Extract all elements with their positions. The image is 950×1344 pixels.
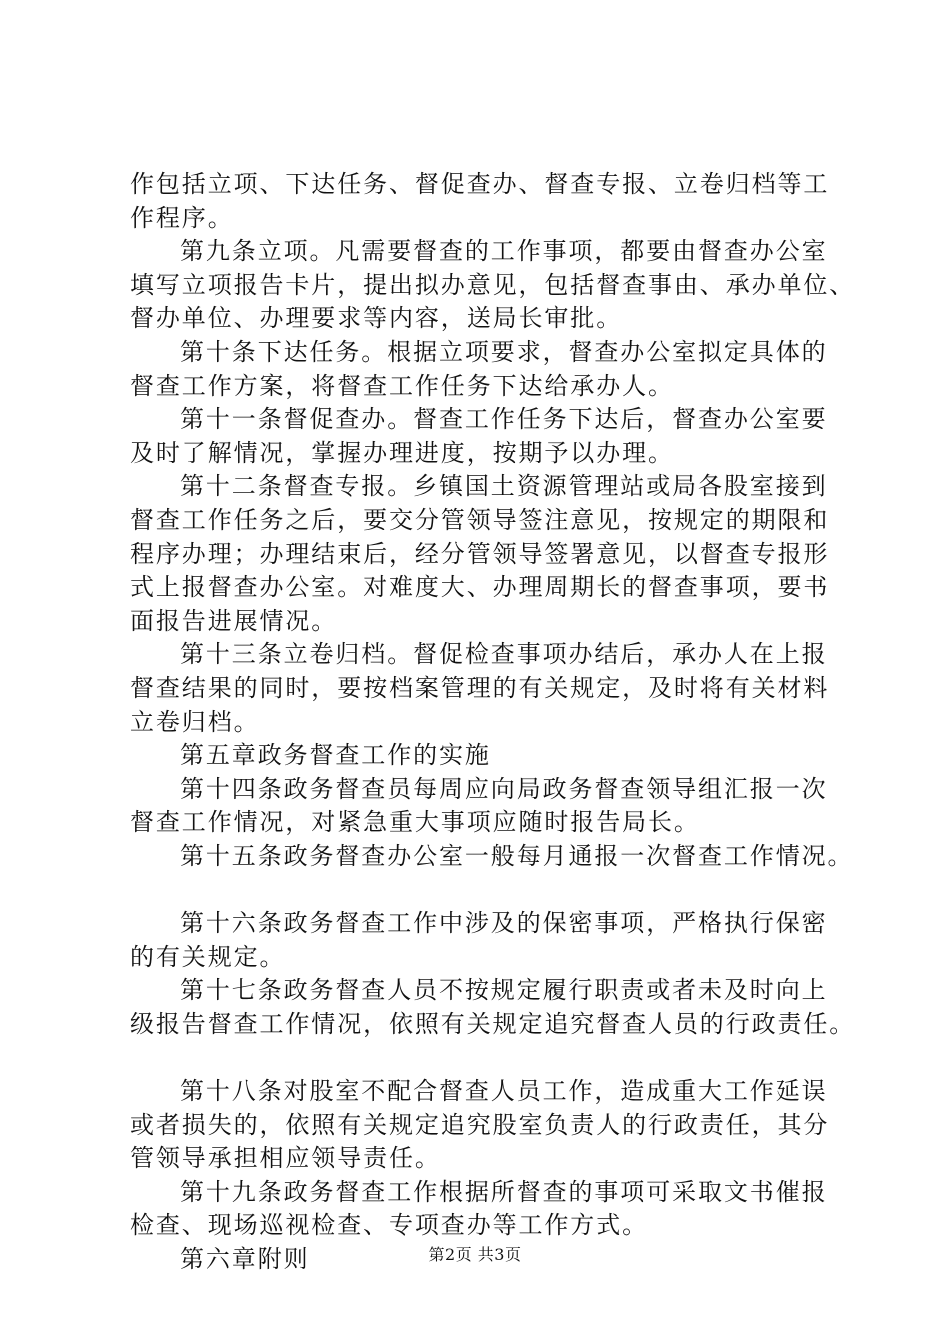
text-line: 督查工作情况，对紧急重大事项应随时报告局长。 (130, 808, 700, 837)
text-line: 督办单位、办理要求等内容，送局长审批。 (130, 304, 623, 333)
text-line: 或者损失的，依照有关规定追究股室负责人的行政责任，其分 (130, 1110, 830, 1139)
text-line: 立卷归档。 (130, 707, 260, 736)
text-line: 作程序。 (130, 203, 234, 232)
text-line: 级报告督查工作情况，依照有关规定追究督查人员的行政责任。 (130, 1009, 856, 1038)
article-12-heading: 第十二条督查专报。乡镇国土资源管理站或局各股室接到 (180, 472, 828, 501)
chapter-5-heading: 第五章政务督查工作的实施 (180, 741, 491, 770)
text-line: 及时了解情况，掌握办理进度，按期予以办理。 (130, 438, 674, 467)
text-line: 督查工作任务之后，要交分管领导签注意见，按规定的期限和 (130, 505, 830, 534)
article-19-heading: 第十九条政务督查工作根据所督查的事项可采取文书催报 (180, 1177, 828, 1206)
text-line: 检查、现场巡视检查、专项查办等工作方式。 (130, 1211, 648, 1240)
text-line: 程序办理；办理结束后，经分管领导签署意见，以督查专报形 (130, 539, 830, 568)
article-13-heading: 第十三条立卷归档。督促检查事项办结后，承办人在上报 (180, 640, 828, 669)
text-line: 督查结果的同时，要按档案管理的有关规定，及时将有关材料 (130, 673, 830, 702)
article-11-heading: 第十一条督促查办。督查工作任务下达后，督查办公室要 (180, 405, 828, 434)
text-line: 面报告进展情况。 (130, 606, 338, 635)
text-line: 填写立项报告卡片，提出拟办意见，包括督查事由、承办单位、 (130, 270, 856, 299)
text-line: 作包括立项、下达任务、督促查办、督查专报、立卷归档等工 (130, 170, 830, 198)
article-18-heading: 第十八条对股室不配合督查人员工作，造成重大工作延误 (180, 1077, 828, 1106)
article-17-heading: 第十七条政务督查人员不按规定履行职责或者未及时向上 (180, 976, 828, 1005)
article-15-heading: 第十五条政务督查办公室一般每月通报一次督查工作情况。 (180, 841, 854, 870)
article-10-heading: 第十条下达任务。根据立项要求，督查办公室拟定具体的 (180, 337, 828, 366)
text-line: 式上报督查办公室。对难度大、办理周期长的督查事项，要书 (130, 573, 830, 602)
page-footer: 第2页 共3页 (428, 1245, 522, 1264)
article-9-heading: 第九条立项。凡需要督查的工作事项，都要由督查办公室 (180, 237, 828, 266)
chapter-6-heading: 第六章附则 (180, 1245, 310, 1273)
blank-line (130, 1041, 850, 1075)
article-14-heading: 第十四条政务督查员每周应向局政务督查领导组汇报一次 (180, 774, 828, 803)
text-line: 管领导承担相应领导责任。 (130, 1144, 441, 1173)
text-line: 的有关规定。 (130, 942, 286, 971)
text-line: 督查工作方案，将督查工作任务下达给承办人。 (130, 371, 674, 400)
blank-line (130, 873, 850, 907)
document-body (130, 168, 856, 1277)
article-16-heading: 第十六条政务督查工作中涉及的保密事项，严格执行保密 (180, 909, 828, 938)
